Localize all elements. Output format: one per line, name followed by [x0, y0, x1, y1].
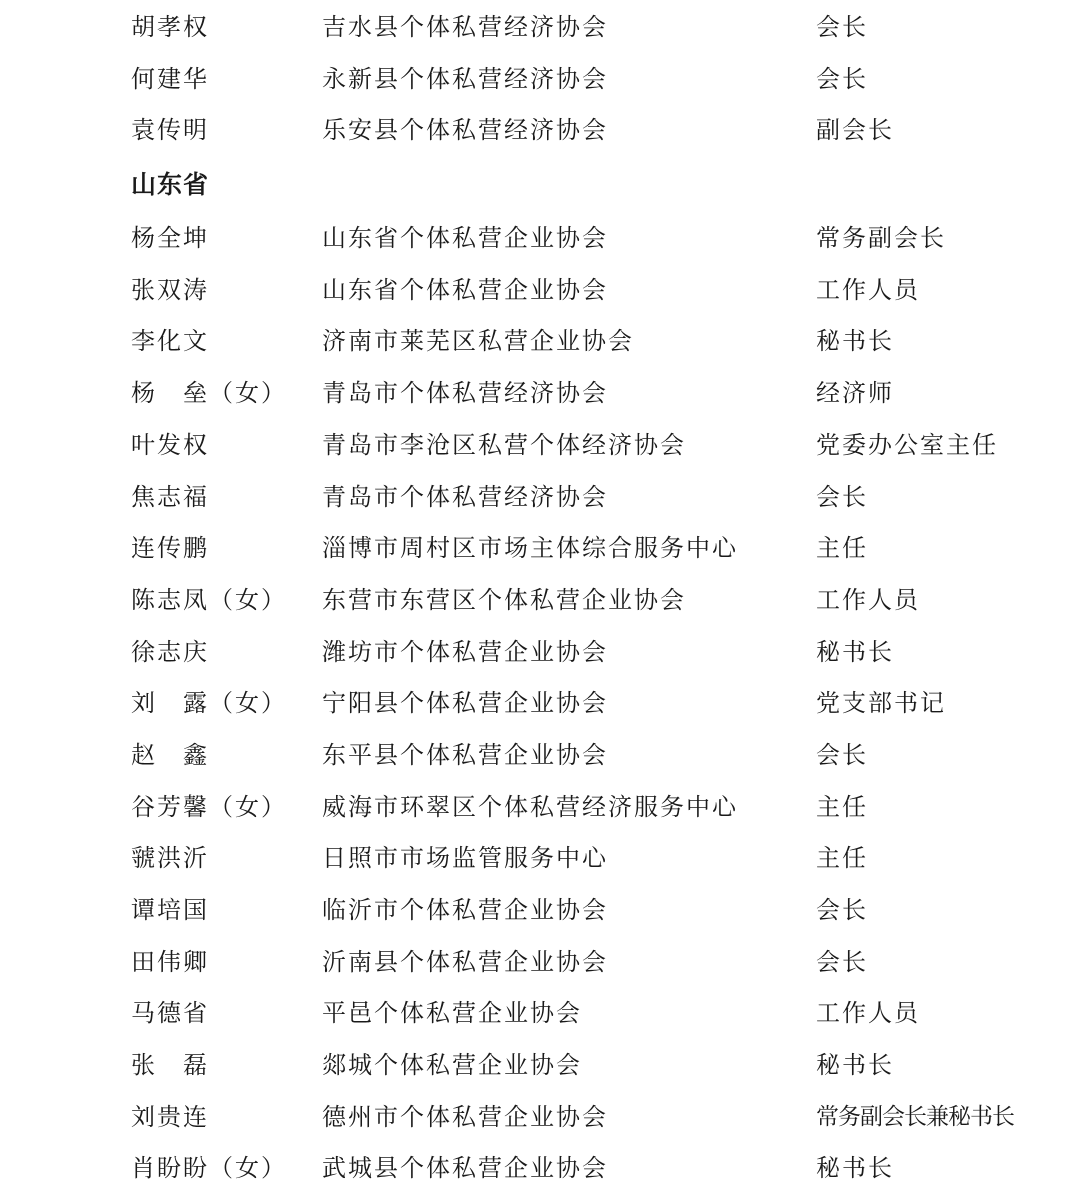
member-organization: 东平县个体私营企业协会	[322, 740, 608, 769]
member-title: 主任	[816, 792, 868, 821]
member-organization: 沂南县个体私营企业协会	[322, 947, 608, 976]
member-name: 连传鹏	[131, 534, 209, 563]
member-title: 会长	[816, 64, 868, 93]
member-name: 虢洪沂	[131, 844, 209, 873]
list-item	[0, 368, 1080, 420]
member-name: 焦志福	[131, 482, 209, 511]
member-name: 张双涛	[131, 275, 209, 304]
member-organization: 平邑个体私营企业协会	[322, 999, 582, 1028]
list-item	[0, 2, 1080, 54]
list-item	[0, 472, 1080, 524]
member-organization: 威海市环翠区个体私营经济服务中心	[322, 792, 738, 821]
member-title: 主任	[816, 844, 868, 873]
member-title: 秘书长	[816, 327, 894, 356]
member-title: 主任	[816, 534, 868, 563]
list-item	[0, 833, 1080, 885]
member-name: 赵 鑫	[131, 740, 209, 769]
member-organization: 青岛市个体私营经济协会	[322, 379, 608, 408]
member-name: 谭培国	[131, 896, 209, 924]
member-organization: 日照市市场监管服务中心	[322, 844, 608, 873]
member-name: 田伟卿	[131, 947, 209, 976]
member-name: 肖盼盼（女）	[131, 1154, 287, 1183]
member-title: 会长	[816, 13, 868, 41]
list-item	[0, 730, 1080, 782]
list-item	[0, 105, 1080, 157]
member-title: 秘书长	[816, 1051, 894, 1080]
member-name: 张 磊	[131, 1051, 209, 1080]
member-organization: 青岛市李沧区私营个体经济协会	[322, 430, 686, 459]
member-name: 谷芳馨（女）	[131, 792, 287, 821]
member-title: 工作人员	[816, 275, 920, 304]
member-organization: 济南市莱芜区私营企业协会	[322, 327, 634, 356]
member-organization: 潍坊市个体私营企业协会	[322, 637, 608, 666]
member-title: 工作人员	[816, 585, 920, 614]
member-name: 胡孝权	[131, 13, 209, 41]
member-organization: 临沂市个体私营企业协会	[322, 896, 608, 924]
member-title: 工作人员	[816, 999, 920, 1028]
member-organization: 青岛市个体私营经济协会	[322, 482, 608, 511]
member-organization: 吉水县个体私营经济协会	[322, 13, 608, 41]
list-item	[0, 213, 1080, 265]
member-name: 刘贵连	[131, 1102, 209, 1131]
list-item	[0, 420, 1080, 472]
list-item	[0, 1040, 1080, 1092]
member-organization: 山东省个体私营企业协会	[322, 275, 608, 304]
member-organization: 德州市个体私营企业协会	[322, 1102, 608, 1131]
member-organization: 山东省个体私营企业协会	[322, 224, 608, 253]
member-name: 袁传明	[131, 116, 209, 145]
list-item	[0, 627, 1080, 679]
member-name: 叶发权	[131, 430, 209, 459]
member-title: 秘书长	[816, 637, 894, 666]
list-item	[0, 1143, 1080, 1195]
member-list	[0, 2, 1080, 1195]
list-item	[0, 575, 1080, 627]
list-item	[0, 265, 1080, 317]
list-item	[0, 782, 1080, 834]
member-organization: 武城县个体私营企业协会	[322, 1154, 608, 1183]
member-title: 会长	[816, 482, 868, 511]
member-organization: 永新县个体私营经济协会	[322, 64, 608, 93]
member-title: 秘书长	[816, 1154, 894, 1183]
list-item	[0, 1092, 1080, 1144]
list-item	[0, 54, 1080, 106]
list-item	[0, 316, 1080, 368]
member-organization: 东营市东营区个体私营企业协会	[322, 585, 686, 614]
member-name: 何建华	[131, 64, 209, 93]
member-title: 会长	[816, 896, 868, 924]
member-name: 徐志庆	[131, 637, 209, 666]
member-name: 杨 垒（女）	[131, 379, 287, 408]
section-heading	[0, 157, 1080, 213]
list-item	[0, 523, 1080, 575]
member-title: 常务副会长兼秘书长	[816, 1103, 1014, 1130]
member-name: 李化文	[131, 327, 209, 356]
member-organization: 郯城个体私营企业协会	[322, 1051, 582, 1080]
member-title: 会长	[816, 947, 868, 976]
member-name: 刘 露（女）	[131, 689, 287, 718]
member-title: 党委办公室主任	[816, 430, 998, 459]
member-title: 常务副会长	[816, 224, 946, 253]
member-organization: 宁阳县个体私营企业协会	[322, 689, 608, 718]
list-item	[0, 678, 1080, 730]
member-title: 副会长	[816, 116, 894, 145]
member-name: 马德省	[131, 999, 209, 1028]
member-organization: 乐安县个体私营经济协会	[322, 116, 608, 145]
member-title: 经济师	[816, 379, 894, 408]
member-title: 会长	[816, 740, 868, 769]
list-item	[0, 937, 1080, 989]
list-item	[0, 885, 1080, 937]
member-title: 党支部书记	[816, 689, 946, 718]
member-organization: 淄博市周村区市场主体综合服务中心	[322, 534, 738, 563]
member-name: 陈志凤（女）	[131, 585, 287, 614]
list-item	[0, 988, 1080, 1040]
section-title: 山东省	[131, 170, 210, 200]
member-name: 杨全坤	[131, 224, 209, 253]
